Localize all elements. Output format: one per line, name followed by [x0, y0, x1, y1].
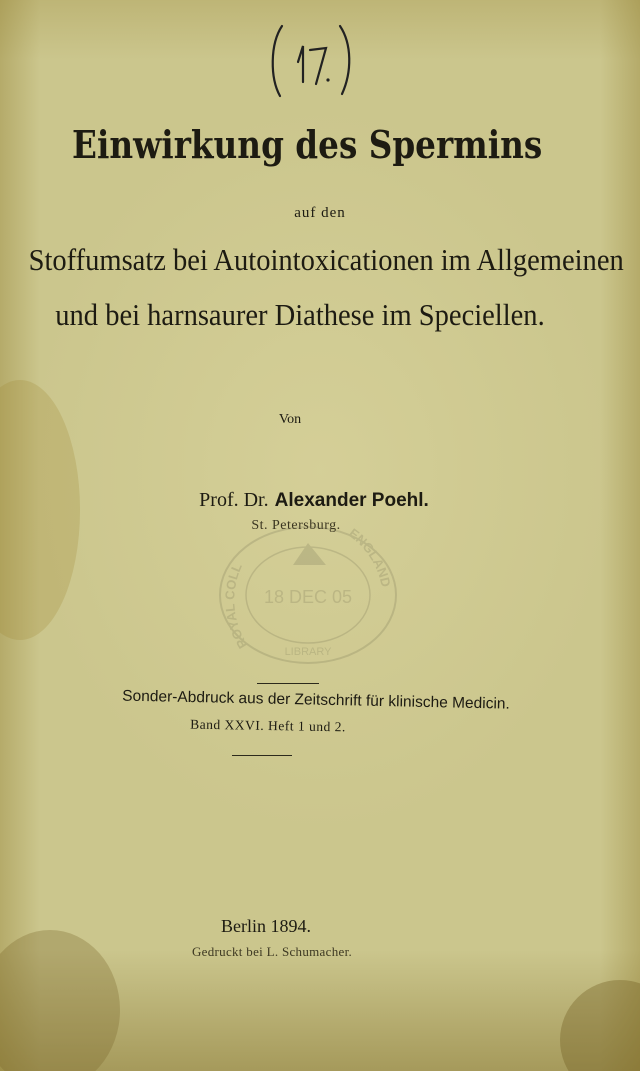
stamp-right-text: ENGLAND	[346, 525, 394, 589]
stamp-date: 18 DEC 05	[263, 587, 353, 607]
library-stamp-drawing	[208, 515, 408, 665]
printer-line: Gedruckt bei L. Schumacher.	[191, 944, 353, 959]
author-prefix: Prof. Dr.	[199, 489, 269, 511]
handwritten-number-drawing	[260, 22, 360, 100]
library-stamp	[208, 515, 408, 665]
divider-bottom	[232, 755, 292, 756]
byline: Von	[278, 412, 302, 427]
preposition-line: auf den	[294, 205, 346, 221]
offprint-line-2: Band XXVI. Heft 1 und 2.	[190, 716, 346, 735]
author-line	[0, 489, 634, 512]
book-title: Einwirkung des Spermins	[72, 122, 543, 167]
subtitle-line-1: Stoffumsatz bei Autointoxicationen im Allgemeinen	[28, 242, 624, 277]
place-year: Berlin 1894.	[221, 916, 311, 936]
author-name: Alexander Poehl.	[274, 490, 429, 511]
stamp-left-text: ROYAL COLL	[222, 560, 251, 652]
svg-text:ENGLAND	[346, 525, 394, 588]
offprint-line-1: Sonder-Abdruck aus der Zeitschrift für klinische Medicin.	[122, 687, 510, 713]
divider-top	[257, 683, 319, 684]
author-city: St. Petersburg.	[251, 518, 341, 533]
stamp-bottom-text: LIBRARY	[284, 646, 332, 658]
subtitle-line-2: und bei harnsaurer Diathese im Speciellen.	[55, 297, 545, 332]
svg-text:ROYAL COLL	[222, 561, 250, 651]
handwritten-number	[260, 22, 360, 100]
paper-stain	[560, 980, 640, 1071]
